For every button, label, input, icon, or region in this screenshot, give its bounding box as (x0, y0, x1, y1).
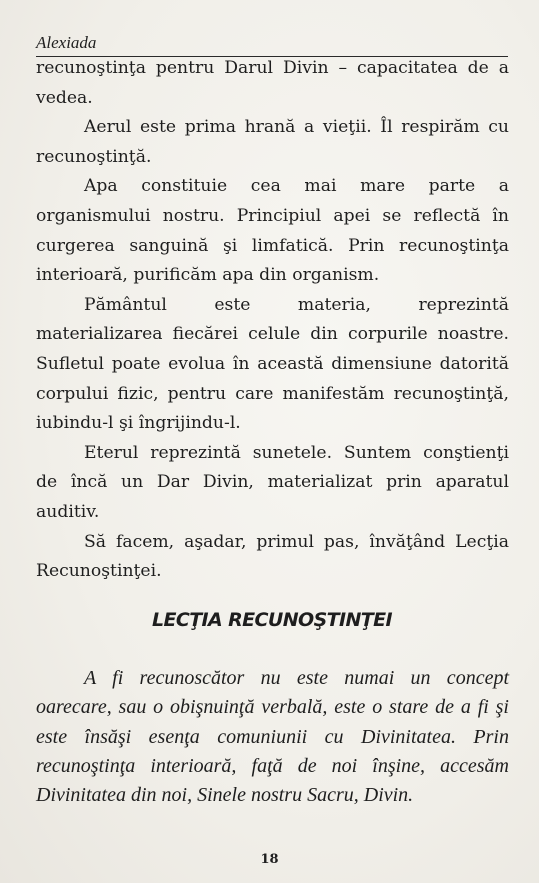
italic-passage-text: A fi recunoscător nu este numai un concept oarecare, sau o obişnuinţă verbală, este o stare de a fi şi este însăşi esenţa comuniunii cu Divinitatea. Prin recunoştinţa interioară, faţă de noi înşine, accesăm Divinitatea din noi, Sinele nostru Sacru, Divin. (36, 667, 509, 807)
paragraph-earth: Pământul este materia, reprezintă materializarea fiecărei celule din corpurile noastre. Sufletul poate evolua în această dimensiune datorită corpului fizic, pentru care manifestăm recunoştinţă, iubindu-l şi îngrijindu-l. (36, 294, 509, 434)
page-number: 18 (260, 852, 279, 867)
paragraph-ether: Eterul reprezintă sunetele. Suntem conştienţi de încă un Dar Divin, materializat prin aparatul auditiv. (36, 442, 509, 522)
paragraph-continued: recunoştinţa pentru Darul Divin – capacitatea de a vedea. (36, 58, 509, 108)
paragraph-first-step: Să facem, aşadar, primul pas, învăţând Lecţia Recunoştinţei. (36, 531, 509, 582)
paragraph-water: Apa constituie cea mai mare parte a organismului nostru. Principiul apei se reflectă în curgerea sanguină şi limfatică. Prin recunoştinţa interioară, purificăm apa din organism. (36, 176, 509, 286)
running-header-title: Alexiada (36, 33, 97, 52)
section-heading: LECŢIA RECUNOŞTINŢEI (151, 609, 393, 631)
paragraph-air: Aerul este prima hrană a vieţii. Îl respirăm cu recunoştinţă. (36, 117, 509, 167)
body-text (36, 54, 509, 587)
italic-passage (36, 664, 509, 810)
